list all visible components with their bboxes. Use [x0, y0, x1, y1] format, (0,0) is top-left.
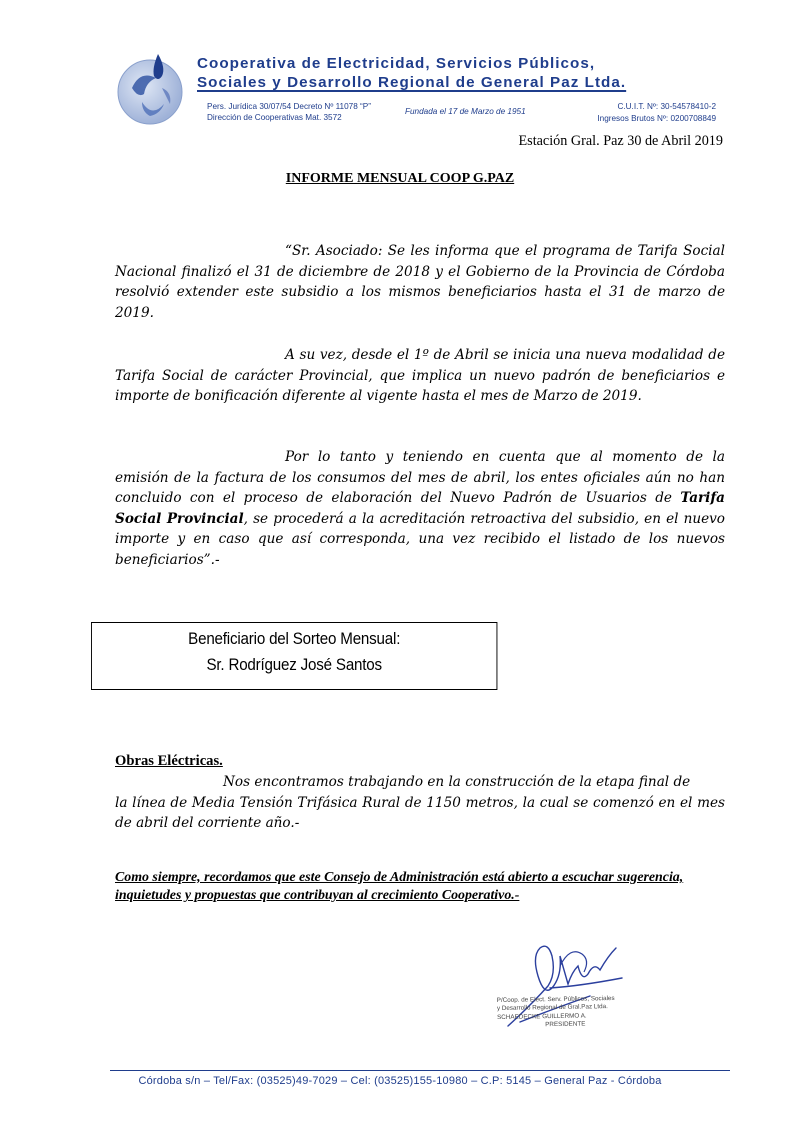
- stamp-line3: SCHAEDECKE GUILLERMO A.: [497, 1012, 587, 1021]
- footer-contact: Córdoba s/n – Tel/Fax: (03525)49-7029 – Cel: (03525)155-10980 – C.P: 5145 – General Paz - Córdoba: [138, 1075, 662, 1087]
- paragraph-obras-line1: Nos encontramos trabajando en la construcción de la etapa final de: [223, 774, 691, 790]
- cooperative-drop-logo-icon: [112, 48, 192, 128]
- tax-ids: [597, 101, 716, 125]
- paragraph-obras-rest: la línea de Media Tensión Trifásica Rural de 1150 metros, la cual se comenzó en el mes de abril del corriente año.-: [115, 794, 725, 831]
- organization-name-line1: Cooperativa de Electricidad, Servicios Públicos,: [197, 55, 596, 72]
- document-date: Estación Gral. Paz 30 de Abril 2019: [518, 133, 723, 149]
- document-title: [0, 171, 800, 187]
- raffle-winner-name: Sr. Rodríguez José Santos: [206, 656, 382, 674]
- paragraph-acreditacion-bold: Tarifa Social Provincial: [115, 490, 725, 527]
- paragraph-acreditacion-part1: Por lo tanto y teniendo en cuenta que al momento de la emisión de la factura de los consumos del mes de abril, los entes oficiales aún no han concluido con el proceso de elaboración del Nuevo Padrón de Usuarios de: [115, 449, 725, 506]
- legal-registration-line2: Dirección de Cooperativas Mat. 3572: [207, 113, 342, 122]
- signature-stamp: [497, 995, 615, 1030]
- document-title-text: INFORME MENSUAL COOP G.PAZ: [285, 171, 515, 186]
- footer-divider: [110, 1070, 730, 1071]
- paragraph-obras: [115, 772, 725, 834]
- organization-name-line2: Sociales y Desarrollo Regional de General Paz Ltda.: [197, 74, 627, 91]
- stamp-line2: y Desarrollo Regional de Gral.Paz Ltda.: [496, 1003, 608, 1013]
- paragraph-acreditacion-part2: , se procederá a la acreditación retroactiva del subsidio, en el nuevo importe y en caso que así corresponda, una vez recibido el listado de los nuevos beneficiarios”.-: [115, 510, 725, 568]
- paragraph-tarifa-social-provincial: A su vez, desde el 1º de Abril se inicia una nueva modalidad de Tarifa Social de carácter Provincial, que implica un nuevo padrón de beneficiarios e importe de bonificación diferente al vigente hasta el mes de Marzo de 2019.: [115, 347, 725, 404]
- legal-registration-line1: Pers. Jurídica 30/07/54 Decreto Nº 11078 “P”: [207, 102, 371, 111]
- raffle-winner-box: [91, 622, 497, 690]
- cuit-number: C.U.I.T. Nº: 30-54578410-2: [617, 102, 716, 111]
- legal-registration: [207, 101, 371, 123]
- founded-date: Fundada el 17 de Marzo de 1951: [405, 107, 526, 116]
- stamp-line1: P/Coop. de Elect. Serv. Públicos, Sociales: [496, 994, 615, 1005]
- ingresos-brutos-number: Ingresos Brutos Nº: 0200708849: [597, 114, 716, 123]
- raffle-winner-heading: Beneficiario del Sorteo Mensual:: [188, 630, 401, 648]
- paragraph-acreditacion: [115, 447, 725, 570]
- organization-name: [197, 54, 757, 92]
- closing-statement: Como siempre, recordamos que este Consejo de Administración está abierto a escuchar sugerencia, inquietudes y propuestas que contribuyan al crecimiento Cooperativo.-: [115, 870, 684, 903]
- section-heading-obras: Obras Eléctricas.: [115, 753, 223, 769]
- stamp-line4: PRESIDENTE: [545, 1020, 586, 1029]
- paragraph-tarifa-social-nacional: “Sr. Asociado: Se les informa que el programa de Tarifa Social Nacional finalizó el 31 de diciembre de 2018 y el Gobierno de la Provincia de Córdoba resolvió extender este subsidio a los mismos beneficiarios hasta el 31 de marzo de 2019.: [115, 243, 725, 321]
